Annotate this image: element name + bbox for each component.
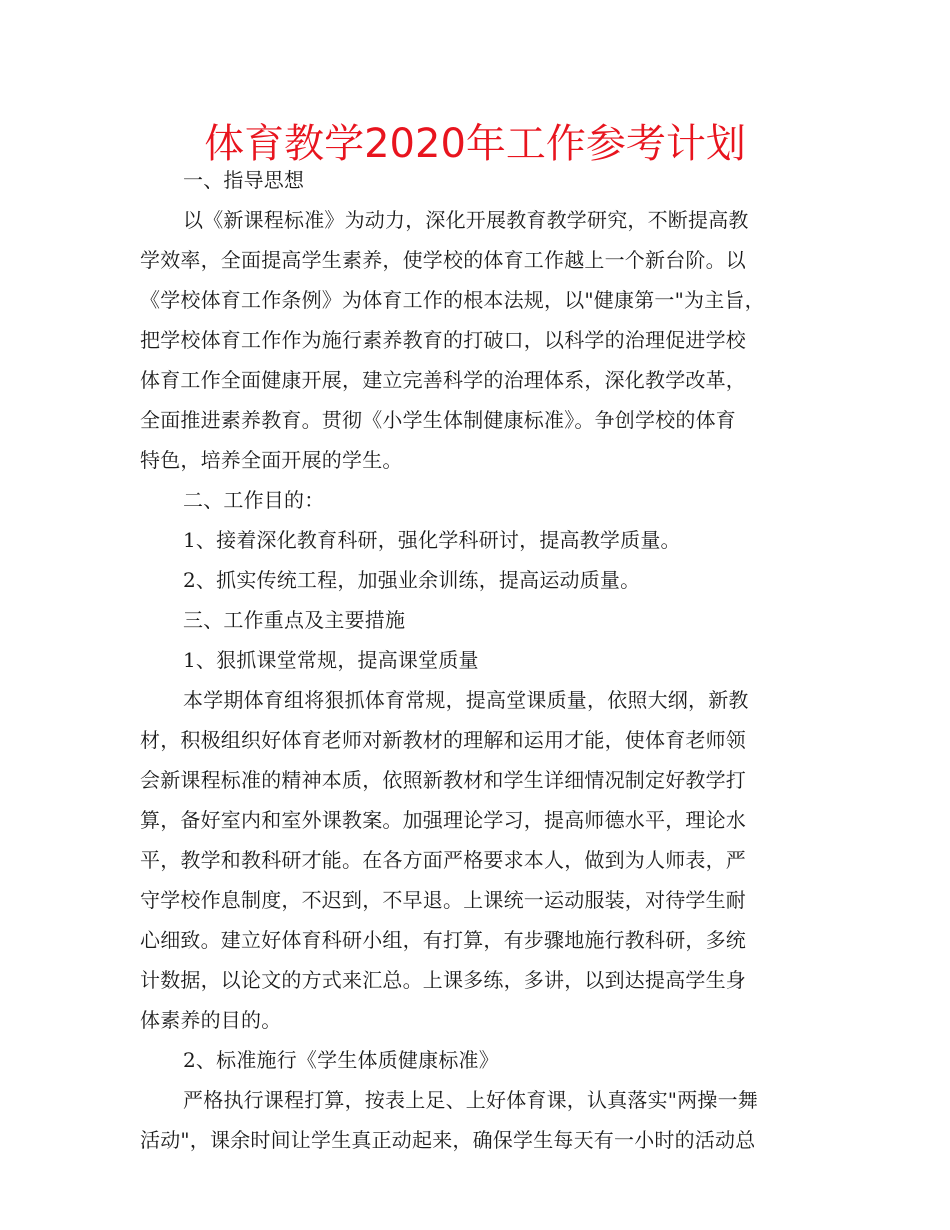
paragraph-line: 材，积极组织好体育老师对新教材的理解和运用才能，使体育老师领 bbox=[140, 728, 746, 752]
list-item: 2、抓实传统工程，加强业余训练，提高运动质量。 bbox=[183, 568, 641, 592]
paragraph-line: 平，教学和教科研才能。在各方面严格要求本人，做到为人师表，严 bbox=[140, 848, 746, 872]
paragraph-line: 特色，培养全面开展的学生。 bbox=[140, 448, 403, 472]
paragraph-line: 把学校体育工作作为施行素养教育的打破口，以科学的治理促进学校 bbox=[140, 328, 746, 352]
section-heading: 二、工作目的： bbox=[183, 488, 325, 512]
paragraph-line: 活动"，课余时间让学生真正动起来，确保学生每天有一小时的活动总 bbox=[140, 1128, 756, 1152]
paragraph-line: 全面推进素养教育。贯彻《小学生体制健康标准》。争创学校的体育 bbox=[140, 408, 736, 432]
paragraph-line: 本学期体育组将狠抓体育常规，提高堂课质量，依照大纲，新教 bbox=[183, 688, 749, 712]
subsection-heading: 2、标准施行《学生体质健康标准》 bbox=[183, 1048, 499, 1072]
document-body bbox=[140, 160, 810, 1160]
paragraph-line: 体育工作全面健康开展，建立完善科学的治理体系，深化教学改革， bbox=[140, 368, 746, 392]
paragraph-line: 以《新课程标准》为动力，深化开展教育教学研究，不断提高教 bbox=[183, 208, 749, 232]
paragraph-line: 学效率，全面提高学生素养，使学校的体育工作越上一个新台阶。以 bbox=[140, 248, 746, 272]
section-heading: 一、指导思想 bbox=[183, 168, 305, 192]
subsection-heading: 1、狠抓课堂常规，提高课堂质量 bbox=[183, 648, 479, 672]
section-heading: 三、工作重点及主要措施 bbox=[183, 608, 406, 632]
paragraph-line: 《学校体育工作条例》为体育工作的根本法规，以"健康第一"为主旨， bbox=[140, 288, 765, 312]
paragraph-line: 计数据，以论文的方式来汇总。上课多练，多讲，以到达提高学生身 bbox=[140, 968, 746, 992]
paragraph-line: 心细致。建立好体育科研小组，有打算，有步骤地施行教科研，多统 bbox=[140, 928, 746, 952]
paragraph-line: 算，备好室内和室外课教案。加强理论学习，提高师德水平，理论水 bbox=[140, 808, 746, 832]
list-item: 1、接着深化教育科研，强化学科研讨，提高教学质量。 bbox=[183, 528, 681, 552]
paragraph-line: 体素养的目的。 bbox=[140, 1008, 282, 1032]
paragraph-line: 守学校作息制度，不迟到，不早退。上课统一运动服装，对待学生耐 bbox=[140, 888, 746, 912]
document-title: 体育教学2020年工作参考计划 bbox=[204, 121, 746, 167]
paragraph-line: 会新课程标准的精神本质，依照新教材和学生详细情况制定好教学打 bbox=[140, 768, 746, 792]
paragraph-line: 严格执行课程打算，按表上足、上好体育课，认真落实"两操一舞 bbox=[183, 1088, 758, 1112]
